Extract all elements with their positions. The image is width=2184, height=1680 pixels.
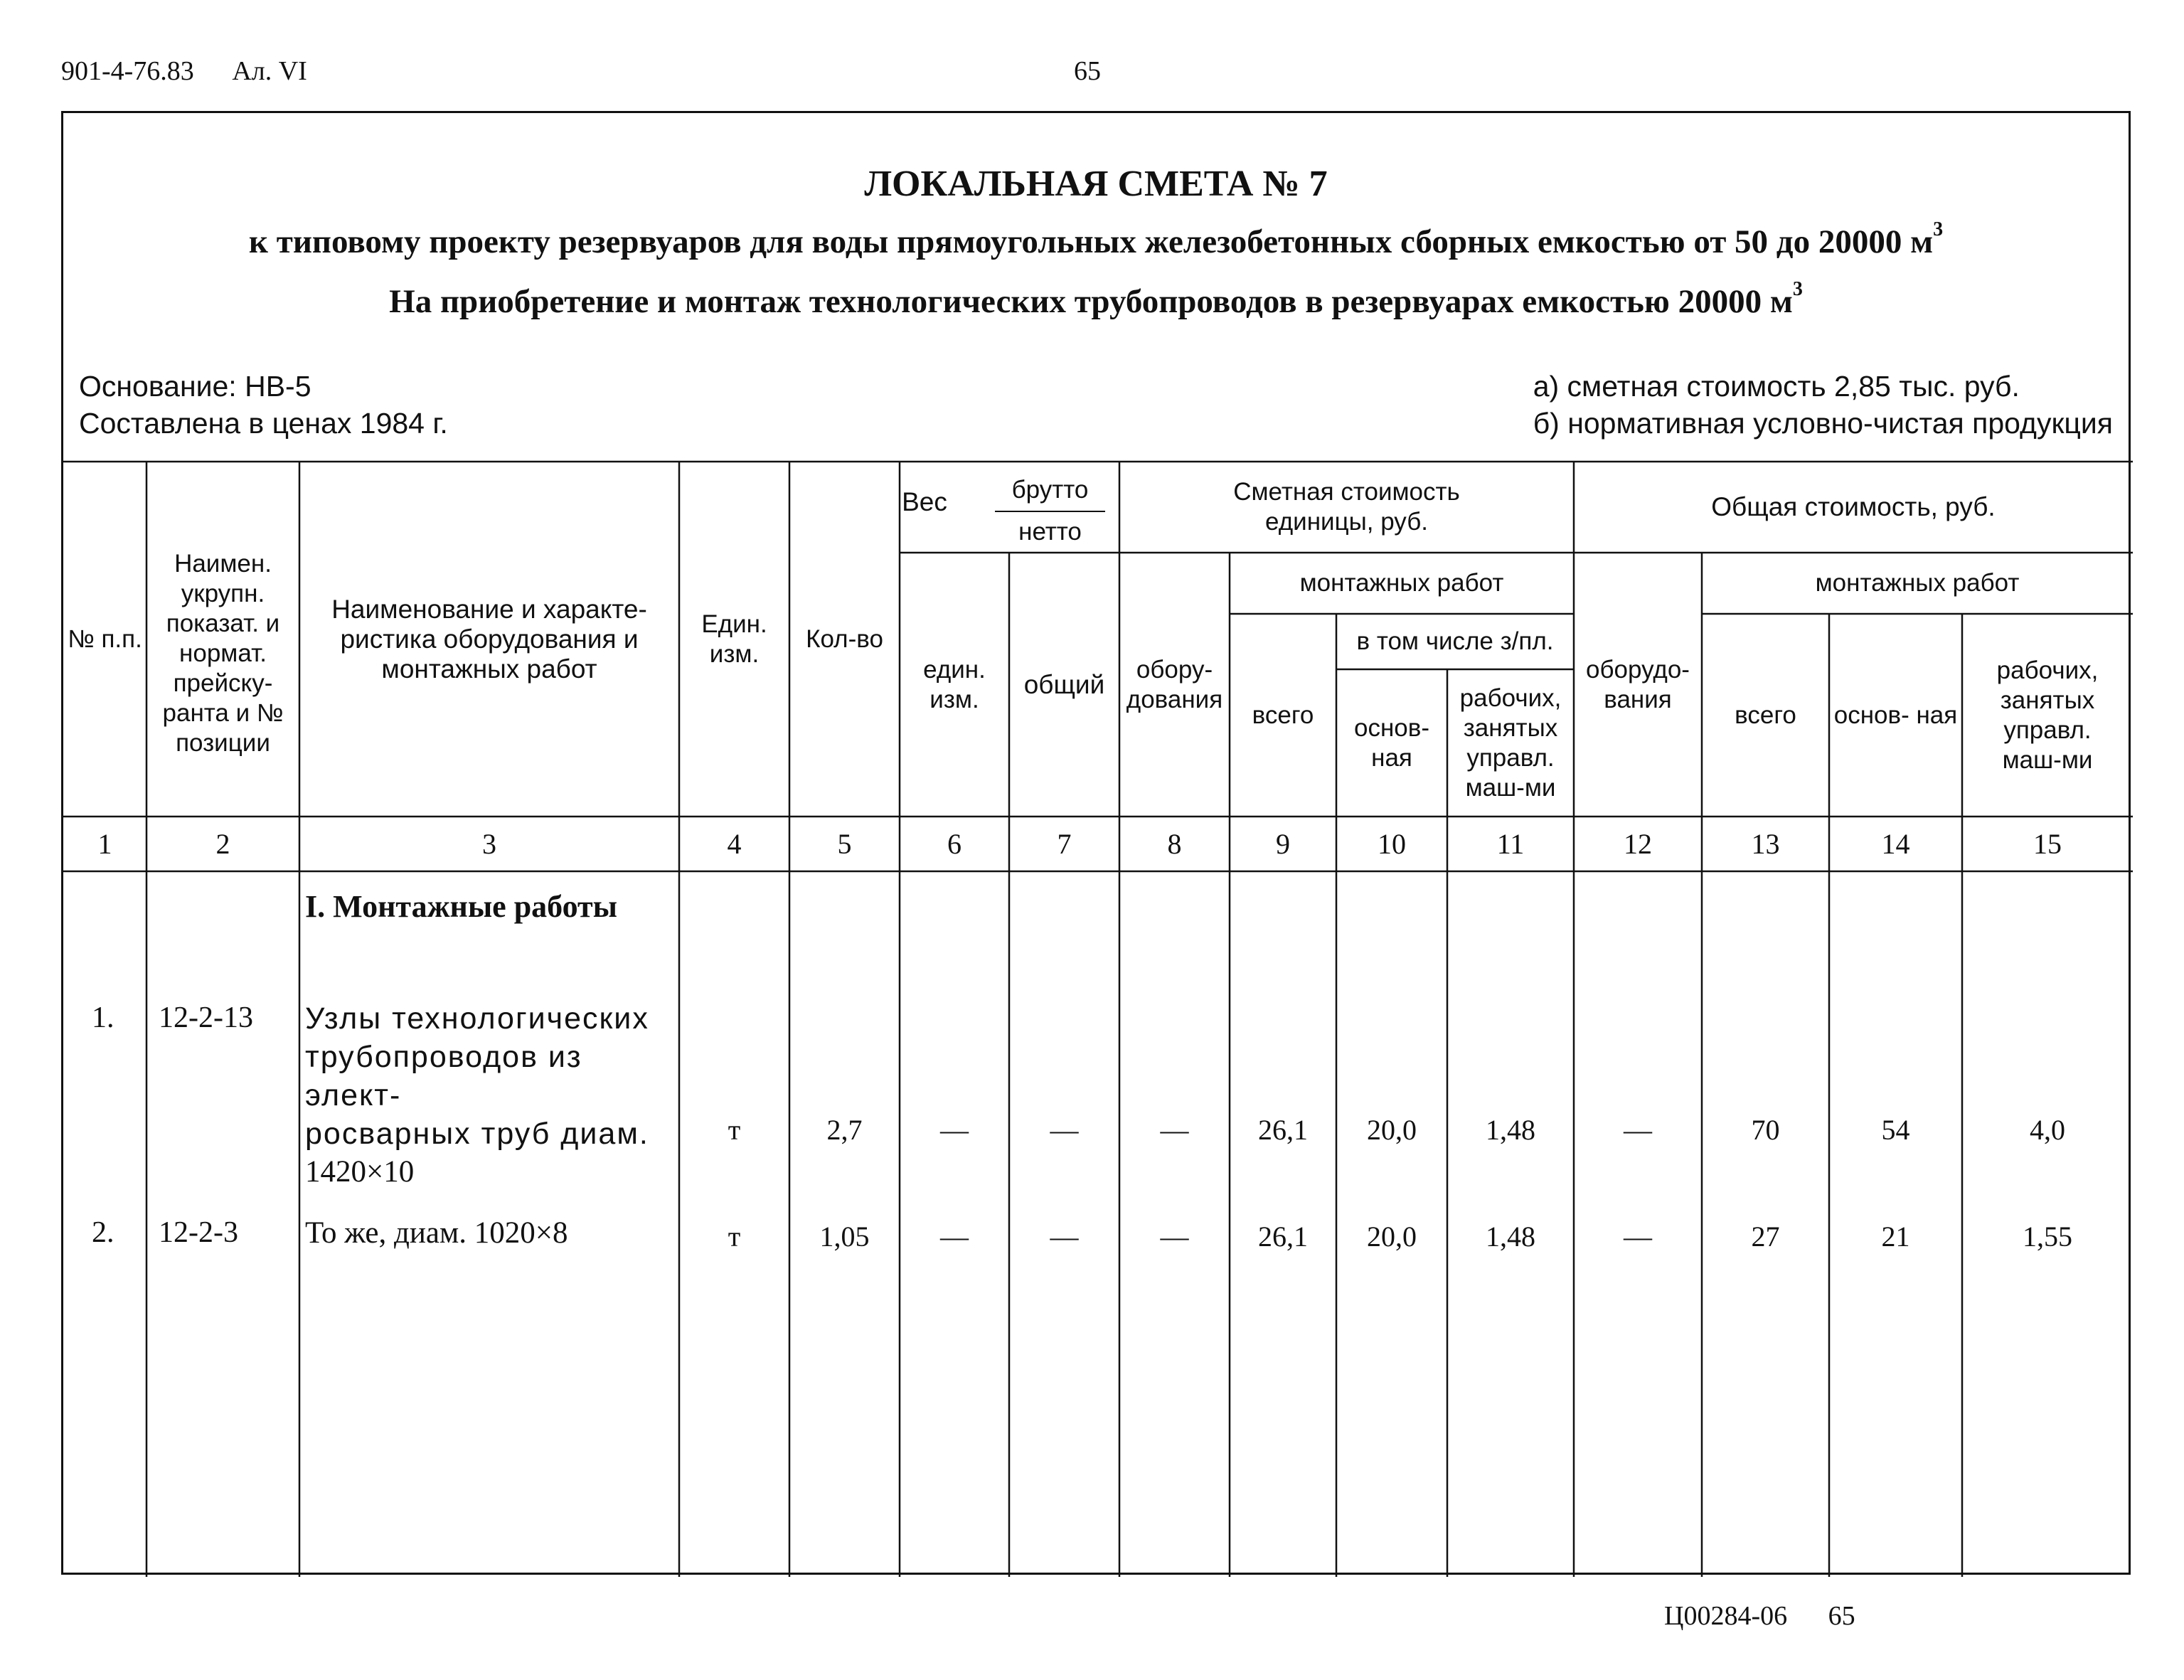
project-subtitle-text: к типовому проекту резервуаров для воды прямоугольных железобетонных сборных емкостью от 50 до 20000 м (248, 223, 1934, 260)
row-total-base-wage: 21 (1881, 1221, 1910, 1253)
row-total-base-wage: 54 (1881, 1114, 1910, 1146)
col-number: 5 (837, 827, 852, 860)
row-norm-code: 12-2-3 (159, 1216, 238, 1249)
col-header-quantity: Кол-во (806, 624, 883, 653)
estimate-title: ЛОКАЛЬНАЯ СМЕТА № 7 (864, 164, 1328, 204)
row-description-line: росварных труб диам. (305, 1117, 649, 1151)
row-quantity: 2,7 (826, 1114, 863, 1146)
total-cost-header: Общая стоимость, руб. (1711, 492, 1996, 521)
basis-line: Основание: НВ-5 (79, 370, 311, 403)
row-unit-install-total: 26,1 (1258, 1114, 1308, 1146)
project-code: 901-4-76.83 (61, 56, 194, 86)
prices-line: Составлена в ценах 1984 г. (79, 407, 448, 440)
col-header-total-machine-wage: рабочих, занятых управл. маш-ми (1996, 656, 2099, 774)
row-total-machine-wage: 1,55 (2023, 1221, 2072, 1253)
row-total-install: 70 (1751, 1114, 1780, 1146)
row-number: 2. (92, 1216, 114, 1249)
col-header-unit-equipment: обору- дования (1126, 655, 1223, 713)
row-number: 1. (92, 1001, 114, 1034)
col-header-unit-base-wage: основ- ная (1353, 713, 1429, 772)
row-unit-base-wage: 20,0 (1367, 1221, 1417, 1253)
col-header-norm-code: Наимен. укрупн. показат. и нормат. прейску- ранта и № позиции (162, 549, 284, 757)
col-header-total-base-wage: основ- ная (1833, 701, 1958, 729)
col-header-description: Наименование и характе- ристика оборудования и монтажных работ (331, 594, 647, 684)
col-number: 4 (727, 827, 742, 860)
col-header-unit: Един. изм. (701, 610, 767, 668)
weight-net-label: нетто (1018, 518, 1082, 546)
row-description-line: трубопроводов из элект- (305, 1040, 582, 1112)
row-total-install: 27 (1751, 1221, 1780, 1253)
row-total-equipment: — (1624, 1114, 1652, 1146)
col-header-weight-total: общий (1023, 669, 1105, 699)
cost-line: а) сметная стоимость 2,85 тыс. руб. (1533, 370, 2020, 403)
row-unit-equipment: — (1160, 1114, 1189, 1146)
sheet-label: Ал. VI (232, 56, 307, 86)
col-number: 1 (97, 827, 112, 860)
estimate-frame (61, 111, 2131, 1575)
row-weight-unit: — (940, 1221, 969, 1253)
document-footer (1664, 1600, 1890, 1632)
col-number: 14 (1881, 827, 1910, 860)
footer-page-number: 65 (1828, 1601, 1855, 1631)
total-install-header: монтажных работ (1815, 569, 2020, 597)
row-description (305, 999, 675, 1191)
col-number: 8 (1167, 827, 1182, 860)
col-number: 3 (482, 827, 496, 860)
product-line: б) нормативная условно-чистая продукция (1533, 407, 2113, 440)
row-unit-base-wage: 20,0 (1367, 1114, 1417, 1146)
row-weight-total: — (1050, 1221, 1079, 1253)
scope-superscript: 3 (1792, 278, 1803, 300)
row-description-line: Узлы технологических (305, 1001, 649, 1036)
col-number: 15 (2033, 827, 2062, 860)
col-number: 2 (215, 827, 230, 860)
col-number: 7 (1057, 827, 1072, 860)
row-total-machine-wage: 4,0 (2030, 1114, 2065, 1146)
document-header (61, 55, 339, 87)
col-number: 9 (1276, 827, 1290, 860)
row-unit-machine-wage: 1,48 (1486, 1114, 1535, 1146)
row-description-line: 1420×10 (305, 1155, 415, 1189)
subtitle-superscript: 3 (1933, 218, 1944, 240)
row-description: То же, диам. 1020×8 (305, 1216, 568, 1250)
row-unit-install-total: 26,1 (1258, 1221, 1308, 1253)
col-number: 13 (1751, 827, 1780, 860)
unit-cost-header: Сметная стоимость единицы, руб. (1233, 478, 1460, 536)
row-quantity: 1,05 (819, 1221, 870, 1253)
row-unit: т (728, 1114, 741, 1146)
row-weight-total: — (1050, 1114, 1079, 1146)
col-header-unit-machine-wage: рабочих, занятых управл. маш-ми (1459, 684, 1562, 802)
col-header-unit-install-total: всего (1252, 701, 1314, 729)
footer-doc-code: Ц00284-06 (1664, 1601, 1788, 1631)
scope-subtitle-text: На приобретение и монтаж технологических трубопроводов в резервуарах емкостью 20000 м (389, 283, 1793, 320)
unit-install-header: монтажных работ (1299, 569, 1504, 597)
row-total-equipment: — (1624, 1221, 1652, 1253)
section-title: I. Монтажные работы (305, 889, 617, 924)
row-norm-code: 12-2-13 (159, 1001, 253, 1034)
col-header-number: № п.п. (68, 624, 142, 653)
row-unit: т (728, 1221, 741, 1253)
col-number: 10 (1378, 827, 1406, 860)
row-unit-machine-wage: 1,48 (1486, 1221, 1535, 1253)
page-number: 65 (1074, 56, 1101, 86)
weight-gross-label: брутто (1011, 476, 1089, 504)
row-weight-unit: — (940, 1114, 969, 1146)
col-number: 12 (1624, 827, 1652, 860)
col-number: 6 (947, 827, 962, 860)
unit-wages-header: в том числе з/пл. (1356, 627, 1554, 655)
col-header-total-equipment: оборудо- вания (1586, 655, 1690, 713)
row-unit-equipment: — (1160, 1221, 1189, 1253)
col-header-weight-unit: един. изм. (923, 655, 986, 713)
col-number: 11 (1496, 827, 1525, 860)
col-header-total-install: всего (1735, 701, 1796, 729)
weight-label: Вес (902, 487, 947, 516)
